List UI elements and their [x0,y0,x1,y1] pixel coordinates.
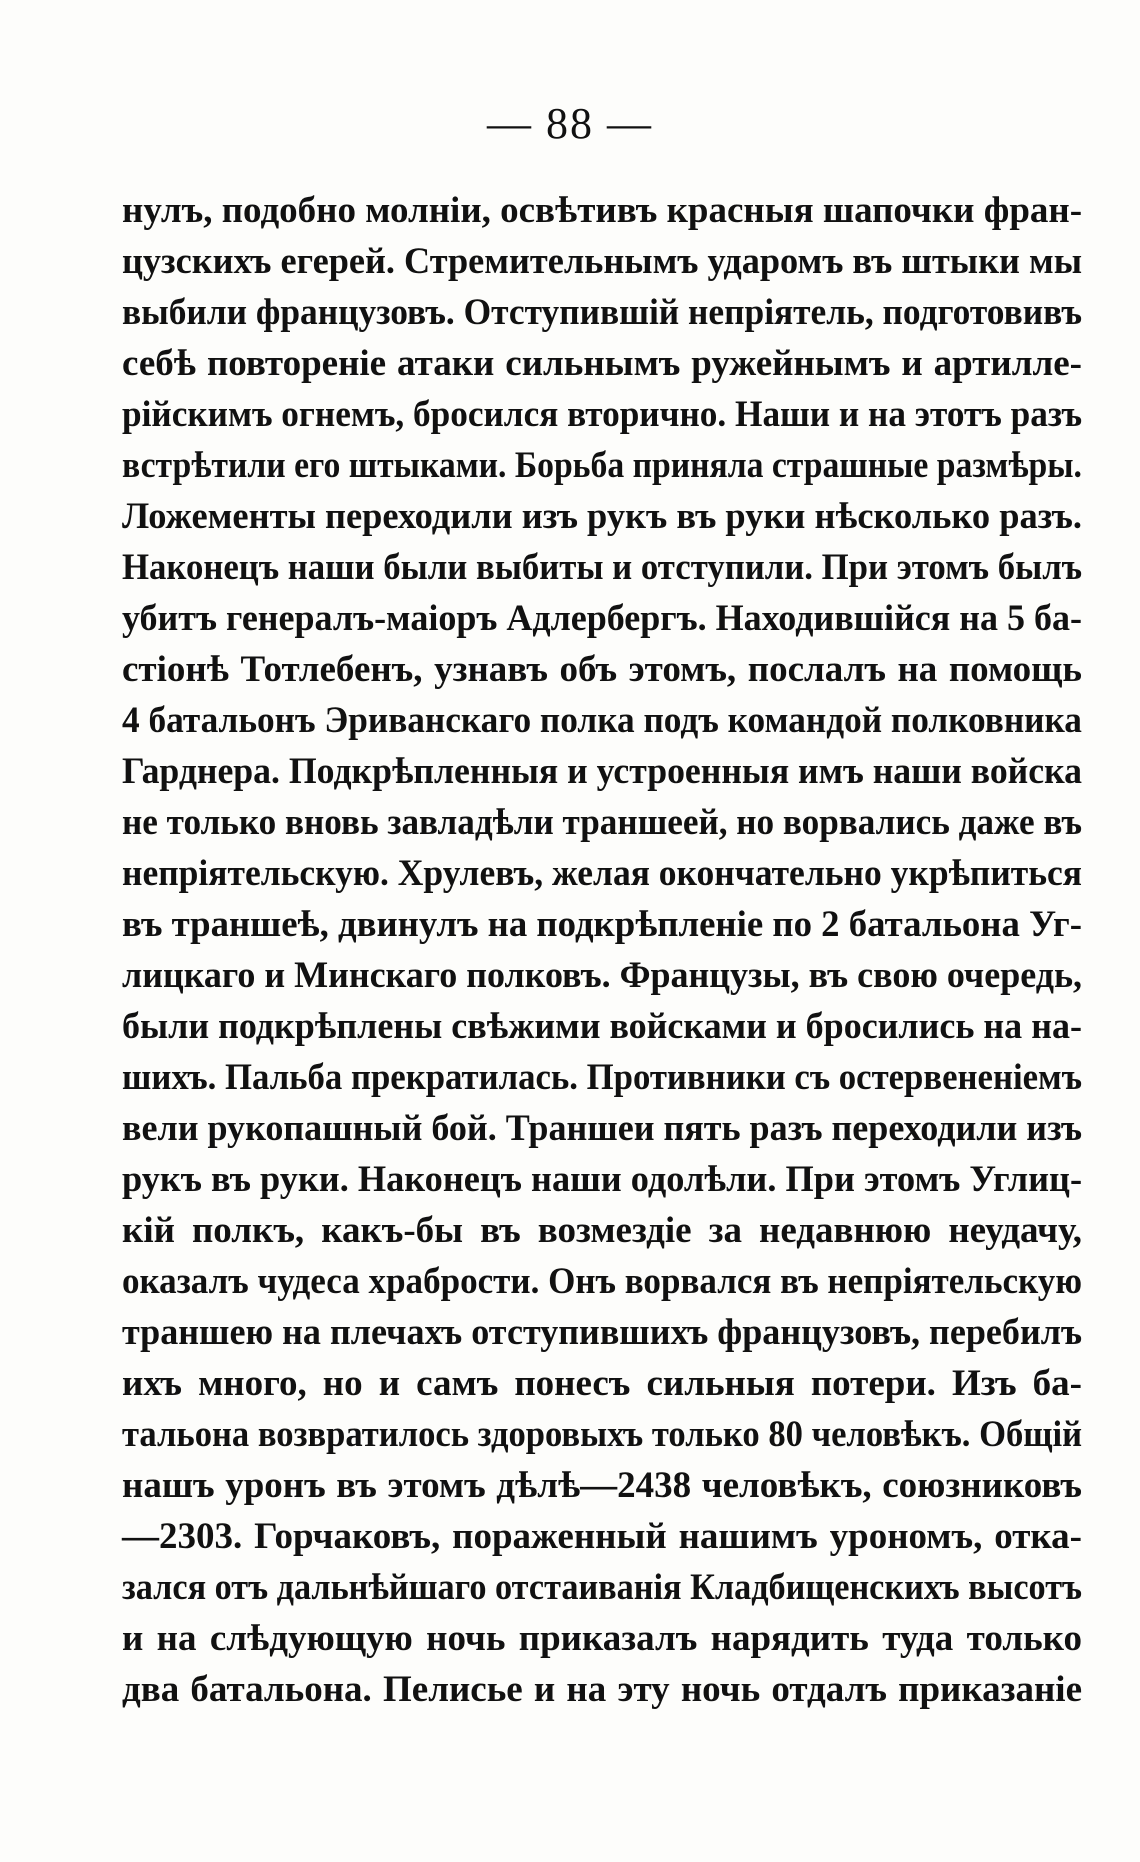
text-line: стіонѣ Тотлебенъ, узнавъ объ этомъ, послалъ на помощь [122,649,1082,690]
text-line: цузскихъ егерей. Стремительнымъ ударомъ въ штыки мы [122,241,1083,282]
text-line: лицкаго и Минскаго полковъ. Французы, въ свою очередь, [122,955,1083,996]
text-line: тальона возвратилось здоровыхъ только 80 человѣкъ. Общій [122,1414,1082,1455]
text-line: Гарднера. Подкрѣпленныя и устроенныя имъ наши войска [122,751,1082,792]
text-line: выбили французовъ. Отступившій непріятель, подготовивъ [122,292,1082,333]
text-line: два батальона. Пелисье и на эту ночь отдалъ приказаніе [122,1669,1082,1710]
text-line: себѣ повтореніе атаки сильнымъ ружейнымъ и артилле- [122,343,1082,384]
text-line: нулъ, подобно молніи, освѣтивъ красныя шапочки фран- [122,190,1083,231]
text-line: вели рукопашный бой. Траншеи пять разъ переходили изъ [122,1108,1082,1149]
text-line: шихъ. Пальба прекратилась. Противники съ остервененіемъ [122,1057,1082,1098]
text-line: оказалъ чудеса храбрости. Онъ ворвался въ непріятельскую [122,1261,1083,1302]
text-line: были подкрѣплены свѣжими войсками и бросились на на- [122,1006,1082,1047]
text-line: —2303. Горчаковъ, пораженный нашимъ урономъ, отка- [122,1516,1082,1557]
text-line: ихъ много, но и самъ понесъ сильныя потери. Изъ ба- [122,1363,1082,1404]
text-line: рукъ въ руки. Наконецъ наши одолѣли. При этомъ Углиц- [122,1159,1083,1200]
text-line: встрѣтили его штыками. Борьба приняла страшные размѣры. [122,445,1082,486]
text-line: траншею на плечахъ отступившихъ французовъ, перебилъ [122,1312,1083,1353]
text-line: непріятельскую. Хрулевъ, желая окончательно укрѣпиться [122,853,1082,894]
text-line: кій полкъ, какъ-бы въ возмездіе за недавнюю неудачу, [122,1210,1082,1251]
text-line: и на слѣдующую ночь приказалъ нарядить туда только [122,1618,1082,1659]
text-line: убитъ генералъ-маіоръ Адлербергъ. Находившійся на 5 ба- [122,598,1083,639]
text-line: не только вновь завладѣли траншеей, но ворвались даже въ [122,802,1083,843]
text-line: 4 батальонъ Эриванскаго полка подъ командой полковника [122,700,1082,741]
body-text [122,185,1082,1715]
text-line: Ложементы переходили изъ рукъ въ руки нѣсколько разъ. [122,496,1083,537]
text-line: рійскимъ огнемъ, бросился вторично. Наши и на этотъ разъ [122,394,1082,435]
text-line: зался отъ дальнѣйшаго отстаиванія Кладбищенскихъ высотъ [122,1567,1082,1608]
text-line: въ траншеѣ, двинулъ на подкрѣпленіе по 2 батальона Уг- [122,904,1083,945]
text-line: нашъ уронъ въ этомъ дѣлѣ—2438 человѣкъ, союзниковъ [122,1465,1082,1506]
text-line: Наконецъ наши были выбиты и отступили. При этомъ былъ [122,547,1082,588]
page-number: — 88 — [487,99,653,148]
